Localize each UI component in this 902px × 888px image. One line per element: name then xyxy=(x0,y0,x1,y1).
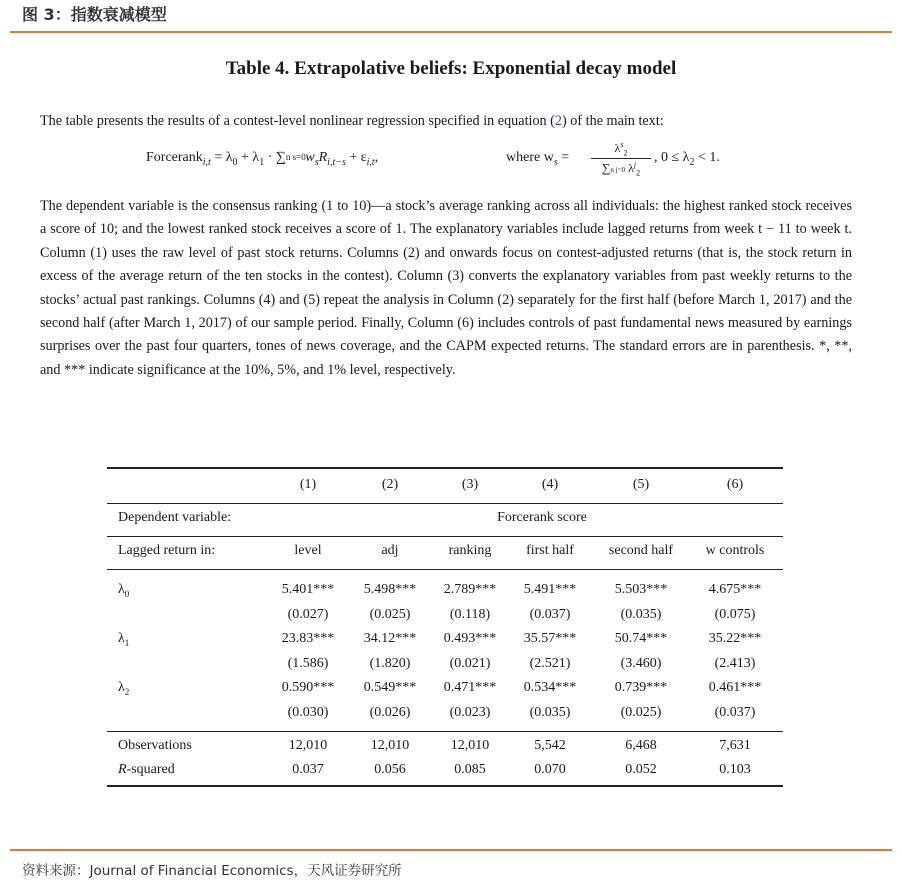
rsquared-cell: 0.052 xyxy=(625,762,657,777)
standard-error-cell: (0.075) xyxy=(714,607,756,622)
table-bottom-rule xyxy=(107,785,783,787)
coefficient-cell: 5.503*** xyxy=(614,582,668,597)
standard-error-cell: (0.025) xyxy=(369,607,411,622)
dep-var-label: Dependent variable: xyxy=(118,510,232,525)
coefficient-cell: 0.549*** xyxy=(363,680,417,695)
column-number: (5) xyxy=(632,477,650,492)
dep-var-value: Forcerank score xyxy=(497,510,587,525)
rsquared-cell: 0.056 xyxy=(374,762,406,777)
intro-text-before: The table presents the results of a contest-level nonlinear regression specified in equation ( xyxy=(40,113,555,129)
rsquared-label: R-squared xyxy=(118,762,175,777)
table-title: Table 4. Extrapolative beliefs: Exponential decay model xyxy=(225,58,677,79)
column-number: (4) xyxy=(541,477,559,492)
rule-before-stats xyxy=(107,731,783,732)
column-name: w controls xyxy=(705,543,765,558)
standard-error-cell: (0.021) xyxy=(449,656,491,671)
coefficient-cell: 35.57*** xyxy=(523,631,577,646)
coefficient-cell: 0.739*** xyxy=(614,680,668,695)
description-paragraph: The dependent variable is the consensus ranking (1 to 10)—a stock’s average ranking across all individuals: the highest ranked stock receives a score of 10; and the lowest ranked stock receives a score of 1. The explanatory variables include lagged returns from week t − 11 to week t. Column (1) uses the raw level of past stock returns. Columns (2) and onwards focus on contest-adjusted returns (that is, the stock return in excess of the average return of the ten stocks in the contest). Column (3) converts the explanatory variables from past weekly returns to the stocks’ actual past rankings. Columns (4) and (5) repeat the analysis in Column (2) separately for the first half (before March 1, 2017) and the second half (after March 1, 2017) of our sample period. Finally, Column (6) includes controls of past fundamental news measured by earnings surprises over the past four quarters, tones of news coverage, and the CAPM expected returns. The standard errors are in parenthesis. *, **, and *** indicate significance at the 10%, 5%, and 1% level, respectively. xyxy=(40,198,852,378)
standard-error-cell: (0.027) xyxy=(287,607,329,622)
column-name: first half xyxy=(526,543,574,558)
observations-label: Observations xyxy=(118,738,192,753)
column-name: level xyxy=(294,543,322,558)
equation-lhs: Forcerank$_{i,t}$ = $\lambda_0 + \lambda_1 \cdot \sum n$ s=0 $w_sR_{i,t-s} + \varepsilon_{i,t}$, xyxy=(146,150,379,168)
lambda-condition: , $0 \le \lambda_2 < 1$. xyxy=(654,150,720,168)
coefficient-cell: 0.493*** xyxy=(443,631,497,646)
standard-error-cell: (0.023) xyxy=(449,705,491,720)
observations-cell: 5,542 xyxy=(534,738,566,753)
bottom-divider xyxy=(10,849,892,851)
standard-error-cell: (0.118) xyxy=(449,607,491,622)
source-note: 资料来源：Journal of Financial Economics，天风证券研究所 xyxy=(22,863,402,879)
rsquared-cell: 0.070 xyxy=(534,762,566,777)
standard-error-cell: (1.820) xyxy=(369,656,411,671)
table-top-rule xyxy=(107,467,783,469)
coefficient-cell: 2.789*** xyxy=(443,582,497,597)
intro-text-after: ) of the main text: xyxy=(562,113,664,129)
column-number: (3) xyxy=(461,477,479,492)
coefficient-cell: 0.461*** xyxy=(708,680,762,695)
coefficient-cell: 0.590*** xyxy=(281,680,335,695)
row-label-lambda2: $\lambda_2$ xyxy=(118,680,130,697)
standard-error-cell: (0.035) xyxy=(620,607,662,622)
coefficient-cell: 34.12*** xyxy=(363,631,417,646)
rule-after-depvar xyxy=(107,536,783,537)
standard-error-cell: (0.035) xyxy=(529,705,571,720)
coefficient-cell: 23.83*** xyxy=(281,631,335,646)
standard-error-cell: (2.413) xyxy=(714,656,756,671)
standard-error-cell: (0.037) xyxy=(714,705,756,720)
row-label-lambda0: $\lambda_0$ xyxy=(118,582,130,599)
lagged-return-label: Lagged return in: xyxy=(118,543,216,558)
observations-cell: 12,010 xyxy=(288,738,328,753)
equation-reference-link[interactable]: 2 xyxy=(554,113,563,129)
weight-fraction: $\frac{\lambda^s_2}{\sum n j=0 \lambda^j_2}$ xyxy=(591,140,651,178)
coefficient-cell: 4.675*** xyxy=(708,582,762,597)
observations-cell: 7,631 xyxy=(719,738,751,753)
standard-error-cell: (0.026) xyxy=(369,705,411,720)
column-number: (2) xyxy=(381,477,399,492)
column-name: adj xyxy=(381,543,399,558)
regression-equation xyxy=(146,140,806,189)
coefficient-cell: 5.401*** xyxy=(281,582,335,597)
rsquared-cell: 0.037 xyxy=(292,762,324,777)
rule-after-numbers xyxy=(107,503,783,504)
top-divider xyxy=(10,31,892,33)
figure-title: 图 3：指数衰减模型 xyxy=(22,5,167,24)
coefficient-cell: 35.22*** xyxy=(708,631,762,646)
column-number: (1) xyxy=(299,477,317,492)
standard-error-cell: (0.037) xyxy=(529,607,571,622)
column-name: ranking xyxy=(448,543,492,558)
observations-cell: 6,468 xyxy=(625,738,657,753)
coefficient-cell: 50.74*** xyxy=(614,631,668,646)
equation-where: where $w_s$ = xyxy=(506,150,570,168)
coefficient-cell: 0.534*** xyxy=(523,680,577,695)
column-name: second half xyxy=(608,543,674,558)
standard-error-cell: (0.030) xyxy=(287,705,329,720)
column-number: (6) xyxy=(726,477,744,492)
intro-paragraph xyxy=(40,110,852,133)
standard-error-cell: (2.521) xyxy=(529,656,571,671)
standard-error-cell: (0.025) xyxy=(620,705,662,720)
coefficient-cell: 5.498*** xyxy=(363,582,417,597)
sum-limits: n s=0 xyxy=(285,152,306,163)
observations-cell: 12,010 xyxy=(450,738,490,753)
standard-error-cell: (1.586) xyxy=(287,656,329,671)
rule-after-colnames xyxy=(107,569,783,570)
observations-cell: 12,010 xyxy=(370,738,410,753)
coefficient-cell: 5.491*** xyxy=(523,582,577,597)
row-label-lambda1: $\lambda_1$ xyxy=(118,631,130,648)
rsquared-cell: 0.085 xyxy=(454,762,486,777)
rsquared-cell: 0.103 xyxy=(719,762,751,777)
standard-error-cell: (3.460) xyxy=(620,656,662,671)
coefficient-cell: 0.471*** xyxy=(443,680,497,695)
